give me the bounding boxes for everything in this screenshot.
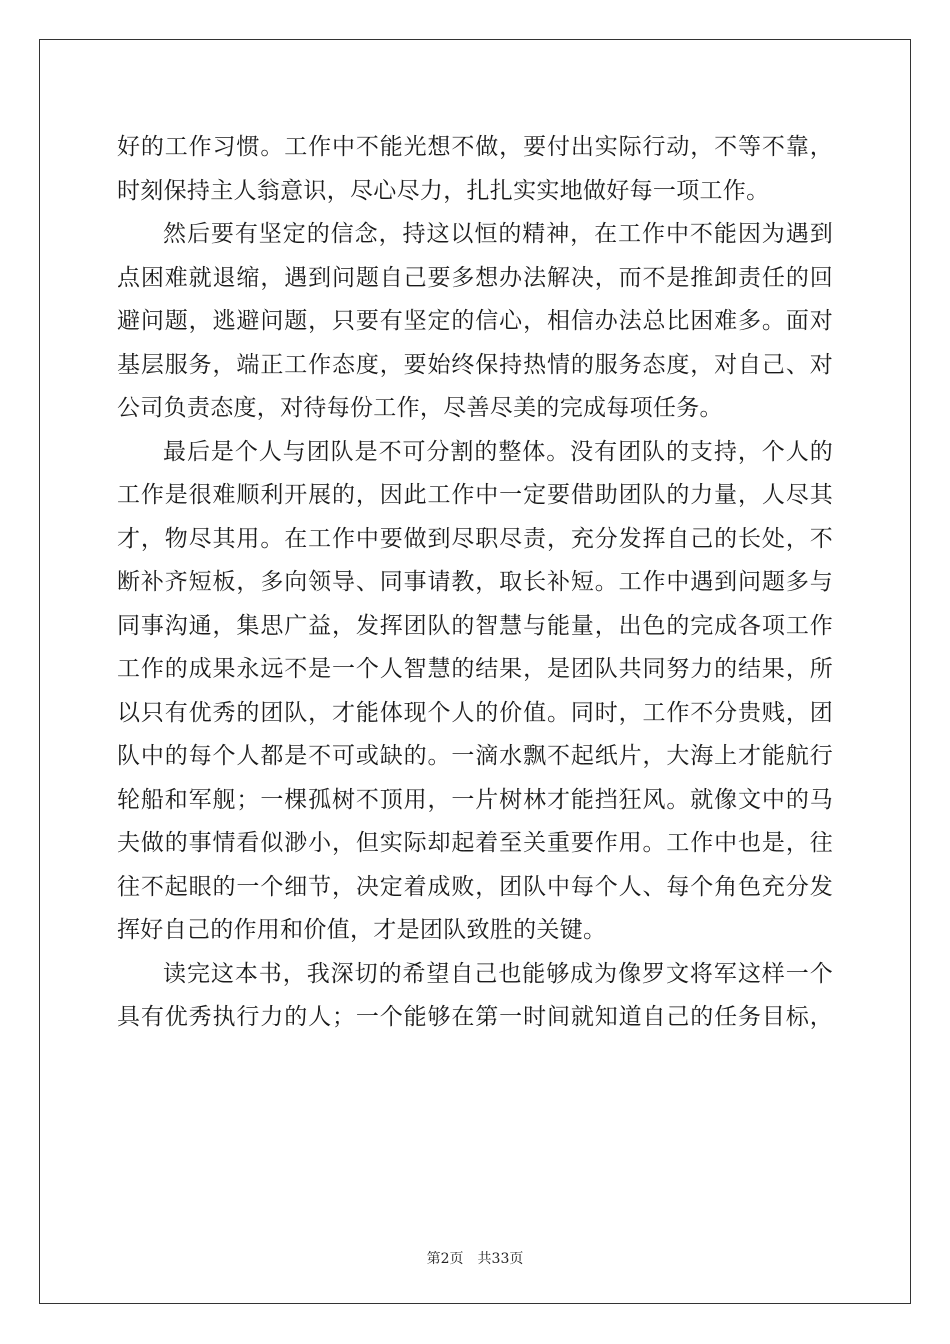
- text-line: 好的工作习惯。工作中不能光想不做，要付出实际行动，不等不靠，: [117, 134, 833, 160]
- text-line: 才，物尽其用。在工作中要做到尽职尽责，充分发挥自己的长处，不: [117, 525, 833, 552]
- text-line: 挥好自己的作用和价值，才是团队致胜的关键。: [117, 917, 607, 943]
- text-line: 工作是很难顺利开展的，因此工作中一定要借助团队的力量，人尽其: [117, 482, 833, 508]
- page-total: 共33页: [477, 1251, 524, 1267]
- document-body: [117, 126, 833, 1040]
- text-line: 最后是个人与团队是不可分割的整体。没有团队的支持，个人的: [163, 438, 833, 465]
- text-line: 基层服务，端正工作态度，要始终保持热情的服务态度，对自己、对: [117, 351, 833, 378]
- text-line: 避问题，逃避问题，只要有坚定的信心，相信办法总比困难多。面对: [117, 308, 833, 334]
- text-line: 以只有优秀的团队，才能体现个人的价值。同时，工作不分贵贱，团: [117, 699, 833, 726]
- text-line: 工作的成果永远不是一个人智慧的结果，是团队共同努力的结果，所: [117, 656, 833, 682]
- text-line: 然后要有坚定的信念，持这以恒的精神，在工作中不能因为遇到: [163, 221, 833, 247]
- text-line: 具有优秀执行力的人；一个能够在第一时间就知道自己的任务目标，: [117, 1004, 833, 1030]
- text-line: 公司负责态度，对待每份工作，尽善尽美的完成每项任务。: [117, 395, 723, 421]
- paragraph: [117, 126, 833, 213]
- text-line: 时刻保持主人翁意识，尽心尽力，扎扎实实地做好每一项工作。: [117, 177, 770, 204]
- paragraph: [117, 431, 833, 953]
- paragraph: [117, 953, 833, 1040]
- text-line: 读完这本书，我深切的希望自己也能够成为像罗文将军这样一个: [163, 960, 833, 987]
- text-line: 同事沟通，集思广益，发挥团队的智慧与能量，出色的完成各项工作: [117, 612, 833, 639]
- text-line: 轮船和军舰；一棵孤树不顶用，一片树林才能挡狂风。就像文中的马: [117, 786, 833, 813]
- text-line: 夫做的事情看似渺小，但实际却起着至关重要作用。工作中也是，往: [117, 830, 833, 856]
- page-footer: [0, 1248, 950, 1268]
- text-line: 点困难就退缩，遇到问题自己要多想办法解决，而不是推卸责任的回: [117, 264, 833, 291]
- paragraph: [117, 213, 833, 431]
- text-line: 断补齐短板，多向领导、同事请教，取长补短。工作中遇到问题多与: [117, 569, 833, 595]
- text-line: 往不起眼的一个细节，决定着成败，团队中每个人、每个角色充分发: [117, 873, 833, 900]
- page-number: 第2页: [426, 1251, 464, 1267]
- text-line: 队中的每个人都是不可或缺的。一滴水飘不起纸片，大海上才能航行: [117, 743, 833, 769]
